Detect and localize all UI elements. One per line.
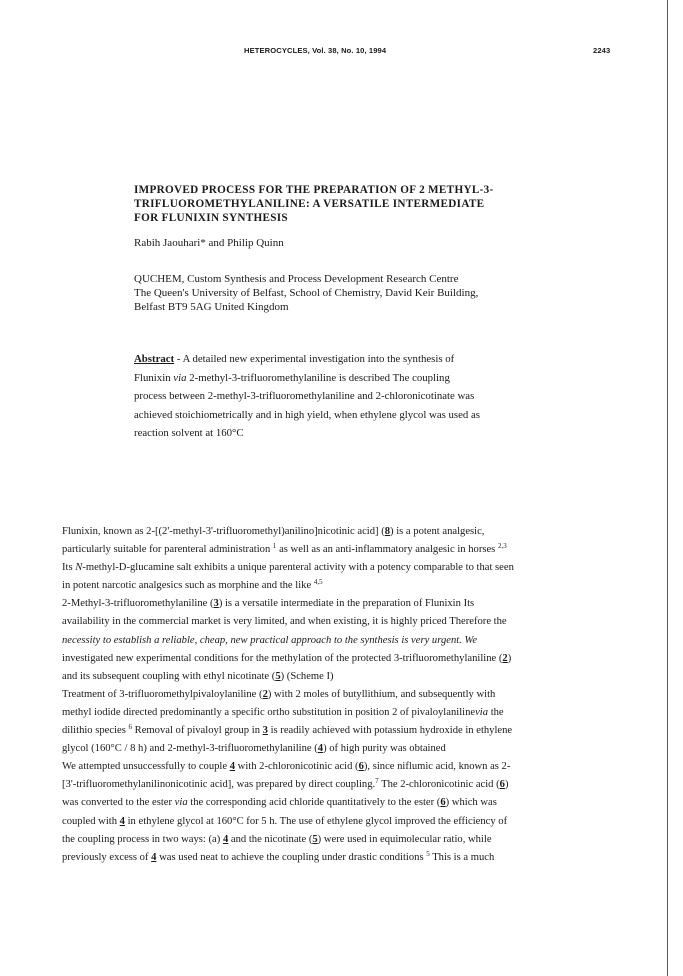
body-line: in potent narcotic analgesics such as morphine and the like $^{4,5}$	[62, 578, 323, 592]
compound-ref: 4	[119, 815, 125, 827]
compound-ref: 3	[213, 598, 219, 610]
compound-ref: 6	[440, 797, 446, 809]
body-line: investigated new experimental conditions for the methylation of the protected 3-trifluoromethylaniline (2)	[62, 652, 512, 664]
body-line: previously excess of 4 was used neat to achieve the coupling under drastic conditions $^5$ This is a much	[62, 849, 495, 863]
affiliation-line: The Queen's University of Belfast, School of Chemistry, David Keir Building,	[134, 287, 479, 300]
body-line: 2-Methyl-3-trifluoromethylaniline (3) is a versatile intermediate in the preparation of Flunixin Its	[62, 598, 475, 610]
compound-ref: 2	[502, 652, 508, 664]
compound-ref: 5	[275, 670, 281, 682]
citation-ref: 2,3	[497, 542, 507, 551]
body-line: coupled with 4 in ethylene glycol at 160°C for 5 h. The use of ethylene glycol improved the efficiency of	[62, 815, 508, 827]
journal-citation: HETEROCYCLES, Vol. 38, No. 10, 1994	[244, 46, 387, 55]
compound-ref: 4	[317, 743, 324, 755]
body-line: methyl iodide directed predominantly a specific ortho substitution in position 2 of pivaloylanilinevia the	[62, 706, 504, 718]
citation-ref: 4,5	[313, 578, 323, 587]
title-line: IMPROVED PROCESS FOR THE PREPARATION OF 2 METHYL-3-	[134, 184, 494, 196]
abstract-line: reaction solvent at 160°C	[134, 427, 244, 440]
abstract-line: achieved stoichiometrically and in high yield, when ethylene glycol was used as	[134, 408, 481, 421]
citation-ref: 1	[272, 542, 277, 551]
body-line: necessity to establish a reliable, cheap, new practical approach to the synthesis is very urgent. We	[62, 634, 478, 646]
citation-ref: 6	[128, 723, 132, 732]
body-line: particularly suitable for parenteral administration $^1$ as well as an anti-inflammatory analgesic in horses $^{2,3}$	[62, 542, 507, 556]
citation-ref: 7	[375, 777, 379, 786]
abstract	[134, 350, 572, 443]
compound-ref: 2	[262, 688, 268, 700]
body-line: availability in the commercial market is very limited, and when existing, it is highly priced Therefore the	[62, 616, 507, 628]
affiliation	[134, 272, 594, 315]
body-line: dilithio species $^6$ Removal of pivaloyl group in 3 is readily achieved with potassium hydroxide in ethylene	[62, 723, 513, 737]
body-line: and its subsequent coupling with ethyl nicotinate (5) (Scheme I)	[62, 670, 334, 682]
abstract-line: Flunixin via 2-methyl-3-trifluoromethylaniline is described The coupling	[134, 371, 450, 384]
abstract-line: process between 2-methyl-3-trifluoromethylaniline and 2-chloronicotinate was	[134, 390, 475, 403]
body-line: Flunixin, known as 2-[(2'-methyl-3'-trifluoromethyl)anilino]nicotinic acid] (8) is a potent analgesic,	[62, 526, 485, 537]
page-edge-rule	[667, 0, 668, 976]
article-title	[134, 183, 574, 225]
compound-ref: 4	[151, 851, 157, 863]
compound-ref: 8	[384, 526, 391, 537]
compound-ref: 4	[222, 833, 229, 845]
compound-ref: 4	[229, 761, 236, 773]
citation-ref: 5	[426, 849, 430, 858]
abstract-label: Abstract	[134, 353, 175, 365]
title-line: TRIFLUOROMETHYLANILINE: A VERSATILE INTERMEDIATE	[134, 198, 485, 210]
body-text	[62, 523, 622, 867]
affiliation-line: QUCHEM, Custom Synthesis and Process Development Research Centre	[134, 273, 459, 285]
body-line: Its N-methyl-D-glucamine salt exhibits a unique parenteral activity with a potency comparable to that seen	[62, 562, 514, 574]
body-line: We attempted unsuccessfully to couple 4 with 2-chloronicotinic acid (6), since niflumic acid, known as 2-	[62, 761, 511, 773]
body-line: the coupling process in two ways: (a) 4 and the nicotinate (5) were used in equimolecular ratio, while	[62, 833, 492, 845]
compound-ref: 3	[262, 725, 268, 737]
compound-ref: 6	[499, 779, 505, 791]
page-number: 2243	[593, 46, 611, 55]
compound-ref: 6	[358, 761, 364, 773]
affiliation-line: Belfast BT9 5AG United Kingdom	[134, 301, 289, 314]
abstract-line: Abstract - A detailed new experimental investigation into the synthesis of	[134, 353, 455, 365]
body-line: glycol (160°C / 8 h) and 2-methyl-3-trifluoromethylaniline (4) of high purity was obtained	[62, 743, 446, 755]
running-header	[0, 46, 683, 60]
compound-ref: 5	[312, 833, 318, 845]
body-line: [3'-trifluoromethylanilinonicotinic acid], was prepared by direct coupling.$^7$ The 2-chloronicotinic acid (6)	[62, 777, 509, 791]
body-line: Treatment of 3-trifluoromethylpivaloylaniline (2) with 2 moles of butyllithium, and subsequently with	[62, 688, 496, 700]
body-line: was converted to the ester via the corresponding acid chloride quantitatively to the ester (6) which was	[62, 797, 497, 809]
title-line: FOR FLUNIXIN SYNTHESIS	[134, 212, 288, 224]
author-list: Rabih Jaouhari* and Philip Quinn	[134, 237, 284, 249]
